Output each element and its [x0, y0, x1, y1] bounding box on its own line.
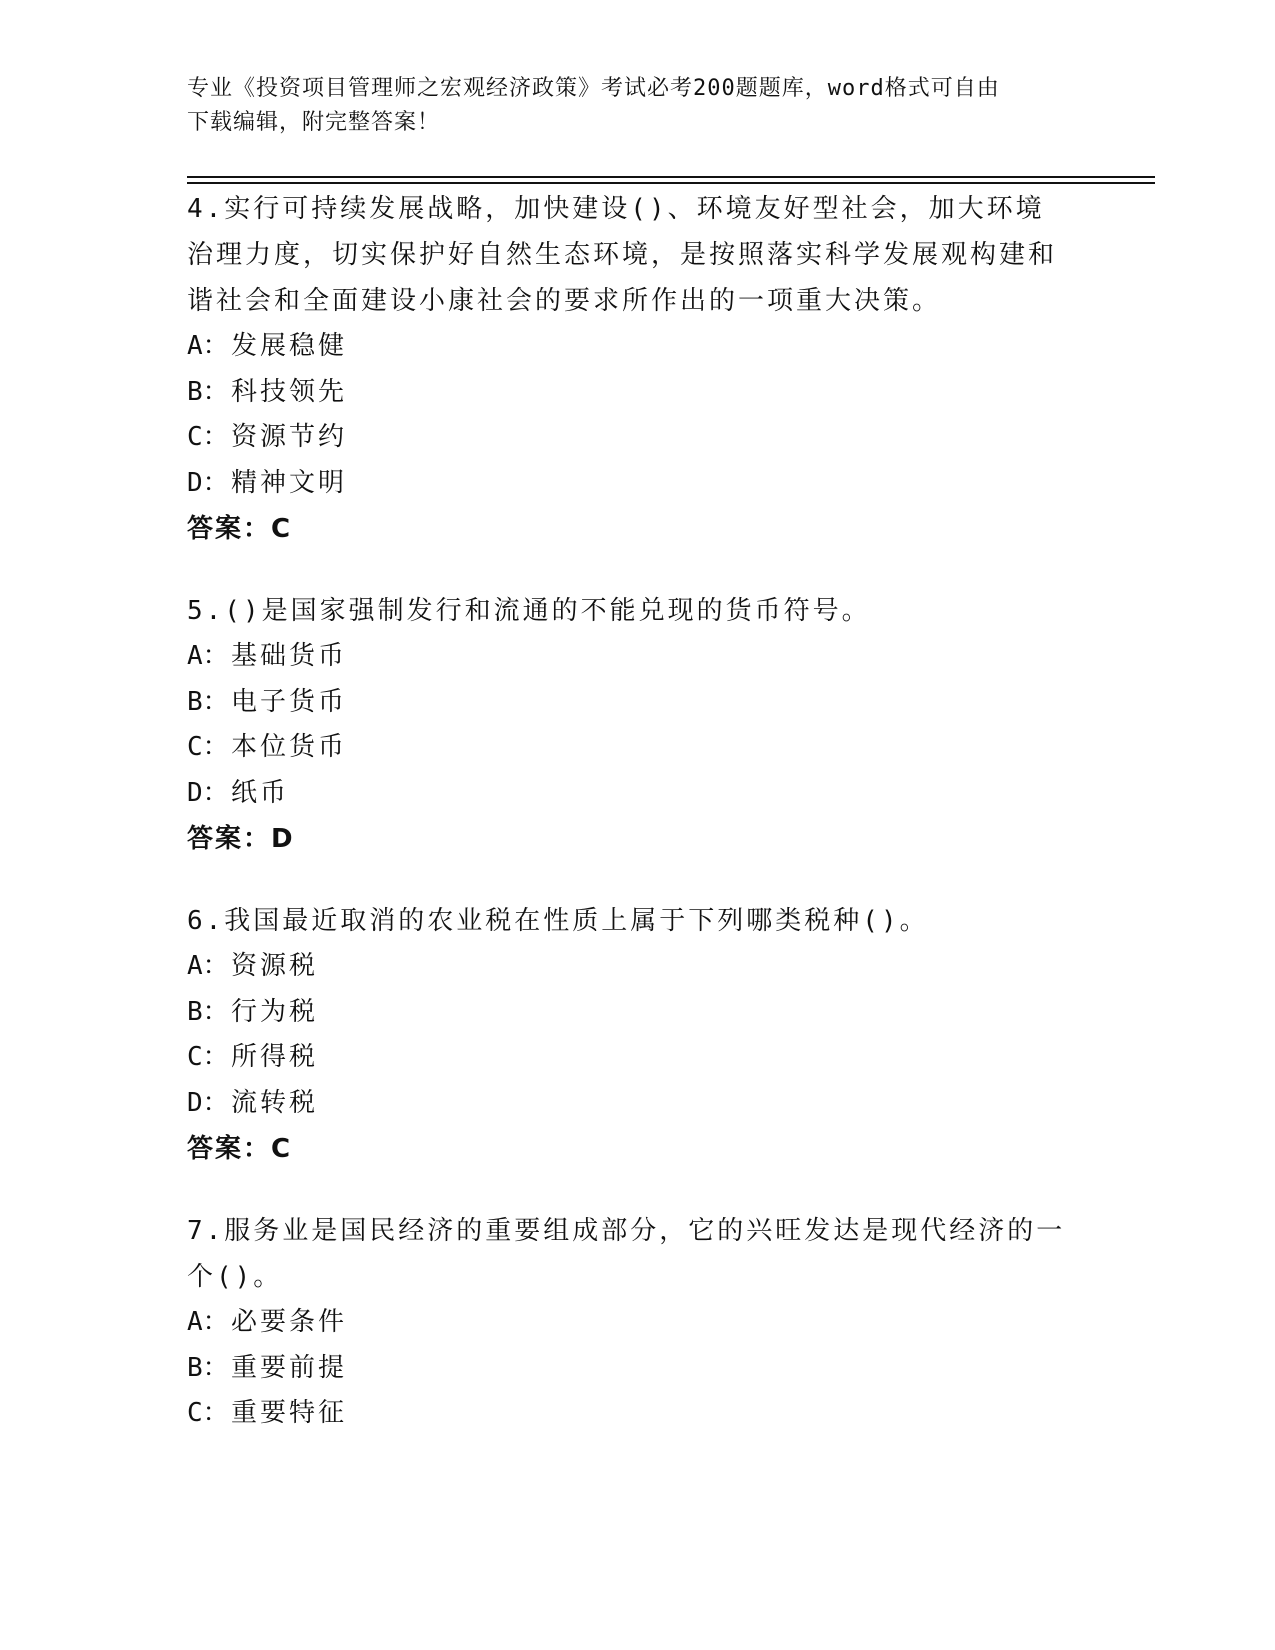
option-d	[187, 461, 1067, 507]
header-line-1: 专业《投资项目管理师之宏观经济政策》考试必考200题题库，word格式可自由	[187, 76, 1000, 101]
question-text: 7.服务业是国民经济的重要组成部分，它的兴旺发达是现代经济的一个()。	[187, 1216, 1066, 1292]
answer-line: 答案：D	[187, 824, 295, 854]
option-b	[187, 680, 1067, 726]
option-d	[187, 1081, 1067, 1127]
option-text: 纸币	[231, 777, 290, 808]
header-divider-top	[187, 176, 1155, 178]
question-list	[187, 186, 1067, 1473]
answer-line: 答案：C	[187, 514, 293, 544]
option-d	[187, 771, 1067, 817]
answer-line: 答案：C	[187, 1134, 293, 1164]
option-letter: B：	[187, 996, 229, 1027]
document-header	[187, 72, 1087, 140]
question-6	[187, 898, 1067, 1172]
option-b	[187, 370, 1067, 416]
option-letter: C：	[187, 1398, 229, 1428]
option-a	[187, 944, 1067, 990]
option-text: 基础货币	[231, 641, 348, 671]
option-text: 重要特征	[231, 1398, 348, 1428]
option-text: 资源税	[231, 951, 319, 981]
option-c	[187, 415, 1067, 461]
option-letter: C：	[187, 422, 229, 452]
option-letter: D：	[187, 777, 229, 808]
option-text: 重要前提	[231, 1352, 348, 1383]
option-text: 科技领先	[231, 376, 348, 407]
option-text: 行为税	[231, 996, 319, 1027]
option-letter: C：	[187, 732, 229, 762]
option-letter: B：	[187, 1352, 229, 1383]
option-b	[187, 990, 1067, 1036]
option-text: 本位货币	[231, 732, 348, 762]
option-b	[187, 1346, 1067, 1392]
question-4	[187, 186, 1067, 552]
option-text: 电子货币	[231, 686, 348, 717]
option-a	[187, 1300, 1067, 1346]
question-text: 4.实行可持续发展战略，加快建设()、环境友好型社会，加大环境治理力度，切实保护好自然生态环境，是按照落实科学发展观构建和谐社会和全面建设小康社会的要求所作出的一项重大决策。	[187, 194, 1058, 316]
option-letter: B：	[187, 686, 229, 717]
option-letter: A：	[187, 641, 229, 671]
header-line-2: 下载编辑，附完整答案！	[187, 110, 441, 135]
question-7	[187, 1208, 1067, 1437]
option-a	[187, 324, 1067, 370]
option-text: 精神文明	[231, 467, 348, 498]
option-letter: D：	[187, 1087, 229, 1118]
option-letter: A：	[187, 1307, 229, 1337]
question-text: 6.我国最近取消的农业税在性质上属于下列哪类税种()。	[187, 906, 929, 936]
option-text: 资源节约	[231, 422, 348, 452]
option-letter: B：	[187, 376, 229, 407]
option-text: 发展稳健	[231, 331, 348, 361]
option-letter: D：	[187, 467, 229, 498]
option-text: 必要条件	[231, 1307, 348, 1337]
question-5	[187, 588, 1067, 862]
option-a	[187, 634, 1067, 680]
question-text: 5.()是国家强制发行和流通的不能兑现的货币符号。	[187, 596, 871, 626]
option-letter: C：	[187, 1042, 229, 1072]
option-letter: A：	[187, 331, 229, 361]
option-c	[187, 725, 1067, 771]
option-c	[187, 1035, 1067, 1081]
option-letter: A：	[187, 951, 229, 981]
option-c	[187, 1391, 1067, 1437]
header-divider-bottom	[187, 182, 1155, 184]
option-text: 流转税	[231, 1087, 319, 1118]
option-text: 所得税	[231, 1042, 319, 1072]
